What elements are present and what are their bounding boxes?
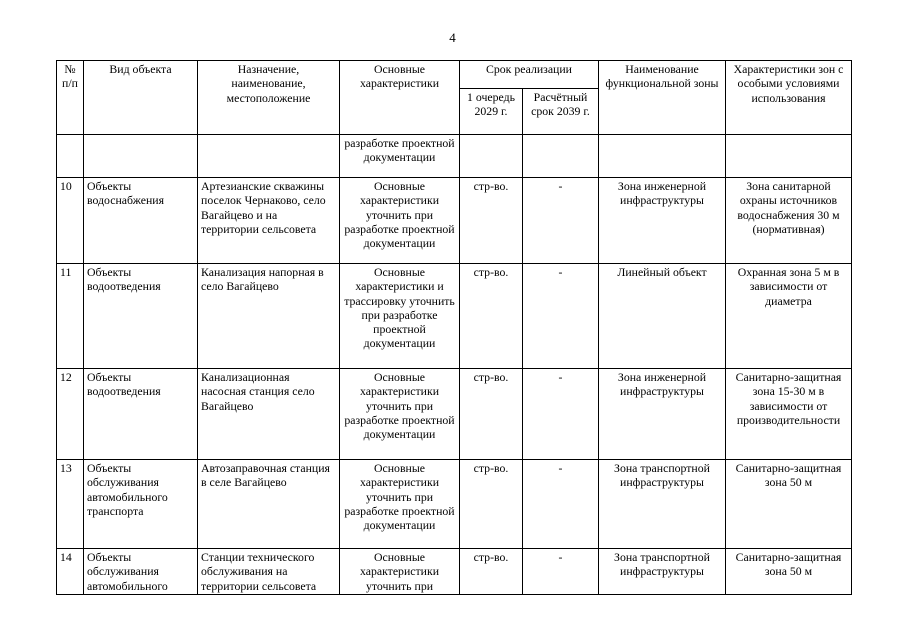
- cell-purpose: Артезианские скважины поселок Чернаково, село Вагайцево и на территории сельсовета: [198, 178, 340, 264]
- cell-characteristics: Основные характеристики уточнить при: [340, 549, 460, 595]
- cell-term-first: стр-во.: [460, 460, 523, 549]
- header-characteristics: Основные характеристики: [340, 61, 460, 135]
- table-row-continuation: [57, 135, 852, 178]
- cell-characteristics: Основные характеристики уточнить при разработке проектной документации: [340, 369, 460, 460]
- cell-special-zone: Охранная зона 5 м в зависимости от диаметра: [726, 264, 852, 369]
- cell-term-first: стр-во.: [460, 549, 523, 595]
- cell-object-type: Объекты обслуживания автомобильного: [84, 549, 198, 595]
- cell-characteristics: разработке проектной документации: [340, 135, 460, 178]
- cell-num: 14: [57, 549, 84, 595]
- cell-object-type: Объекты водоотведения: [84, 369, 198, 460]
- cell-term-calc: -: [523, 549, 599, 595]
- cell-term-first: стр-во.: [460, 178, 523, 264]
- cell-term-calc: -: [523, 369, 599, 460]
- cell-term-first: стр-во.: [460, 264, 523, 369]
- cell-characteristics: Основные характеристики уточнить при разработке проектной документации: [340, 178, 460, 264]
- cell-term-first: стр-во.: [460, 369, 523, 460]
- cell-special-zone: Санитарно-защитная зона 50 м: [726, 460, 852, 549]
- table-row: [57, 460, 852, 549]
- cell-num: 11: [57, 264, 84, 369]
- cell-num: 10: [57, 178, 84, 264]
- header-object-type: Вид объекта: [84, 61, 198, 135]
- cell-object-type: Объекты водоотведения: [84, 264, 198, 369]
- cell-term-calc: -: [523, 178, 599, 264]
- cell-purpose: Автозаправочная станция в селе Вагайцево: [198, 460, 340, 549]
- cell-zone: Зона инженерной инфраструктуры: [599, 178, 726, 264]
- cell-term-calc: -: [523, 460, 599, 549]
- cell-purpose: Канализационная насосная станция село Вагайцево: [198, 369, 340, 460]
- header-purpose: Назначение, наименование, местоположение: [198, 61, 340, 135]
- cell-object-type: Объекты обслуживания автомобильного транспорта: [84, 460, 198, 549]
- cell-zone: Линейный объект: [599, 264, 726, 369]
- cell-purpose: Станции технического обслуживания на территории сельсовета: [198, 549, 340, 595]
- cell-special-zone: Санитарно-защитная зона 15-30 м в зависимости от производительности: [726, 369, 852, 460]
- cell-zone: Зона транспортной инфраструктуры: [599, 460, 726, 549]
- cell-term-calc: -: [523, 264, 599, 369]
- header-term: Срок реализации: [460, 61, 599, 89]
- page-number: 4: [449, 30, 456, 45]
- cell-num: 13: [57, 460, 84, 549]
- table-row: [57, 264, 852, 369]
- cell-special-zone: Санитарно-защитная зона 50 м: [726, 549, 852, 595]
- header-num: № п/п: [57, 61, 84, 135]
- planning-table: [56, 60, 852, 595]
- cell-num: 12: [57, 369, 84, 460]
- cell-special-zone: Зона санитарной охраны источников водоснабжения 30 м (нормативная): [726, 178, 852, 264]
- table-row: [57, 369, 852, 460]
- cell-zone: Зона инженерной инфраструктуры: [599, 369, 726, 460]
- cell-object-type: Объекты водоснабжения: [84, 178, 198, 264]
- cell-characteristics: Основные характеристики и трассировку уточнить при разработке проектной документации: [340, 264, 460, 369]
- cell-purpose: Канализация напорная в село Вагайцево: [198, 264, 340, 369]
- table-row: [57, 178, 852, 264]
- header-term-first: 1 очередь 2029 г.: [460, 89, 523, 135]
- header-special-zone: Характеристики зон с особыми условиями использования: [726, 61, 852, 135]
- table-row: [57, 549, 852, 595]
- header-term-calc: Расчётный срок 2039 г.: [523, 89, 599, 135]
- header-zone: Наименование функциональной зоны: [599, 61, 726, 135]
- cell-zone: Зона транспортной инфраструктуры: [599, 549, 726, 595]
- cell-characteristics: Основные характеристики уточнить при разработке проектной документации: [340, 460, 460, 549]
